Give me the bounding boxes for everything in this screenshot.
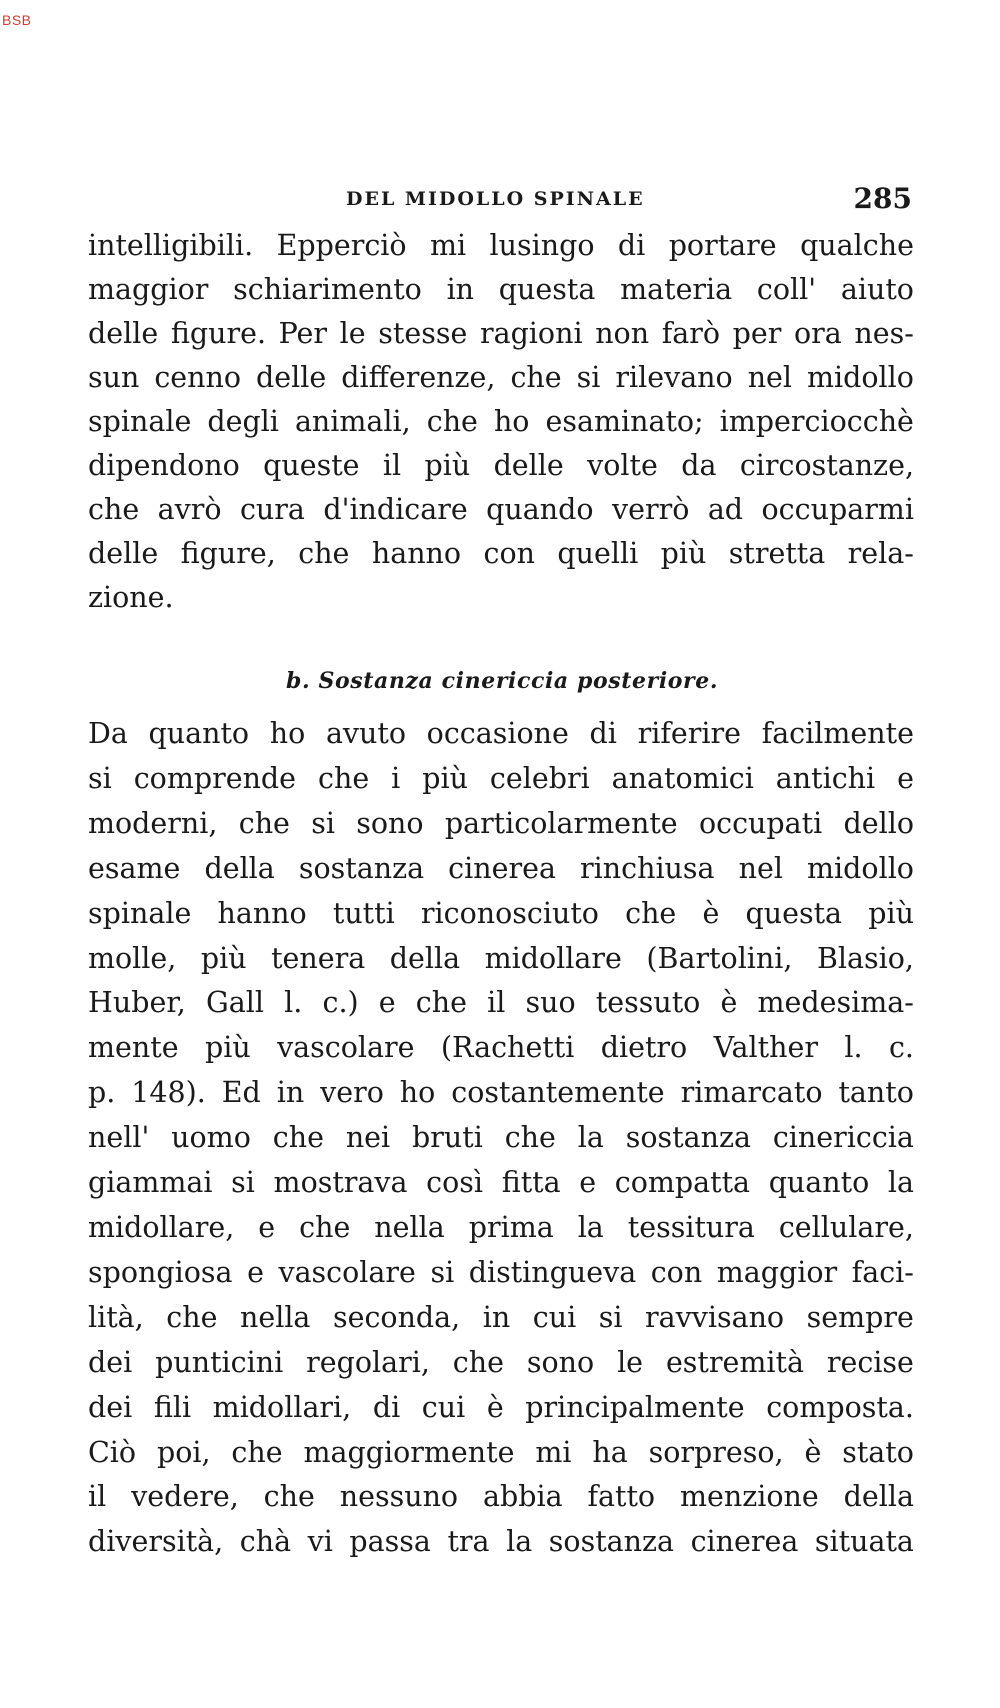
text-line: sun cenno delle differenze, che si rilevano nel midollo <box>88 361 914 394</box>
text-line: spinale degli animali, che ho esaminato; imperciocchè <box>88 405 914 438</box>
text-line: dipendono queste il più delle volte da circostanze, <box>88 449 914 482</box>
text-line: che avrò cura d'indicare quando verrò ad occuparmi <box>88 493 914 526</box>
text-line: maggior schiarimento in questa materia coll' aiuto <box>88 273 914 306</box>
section-heading: b. Sostanza cinericcia posteriore. <box>286 668 719 694</box>
text-line: dei fili midollari, di cui è principalmente composta. <box>88 1390 914 1424</box>
text-line: midollare, e che nella prima la tessitura cellulare, <box>88 1210 914 1244</box>
text-line: si comprende che i più celebri anatomici antichi e <box>88 761 914 795</box>
text-line: Da quanto ho avuto occasione di riferire facilmente <box>88 717 914 750</box>
text-line: delle figure. Per le stesse ragioni non farò per ora nes- <box>88 317 914 350</box>
text-line: il vedere, che nessuno abbia fatto menzione della <box>88 1480 914 1514</box>
text-line: nell' uomo che nei bruti che la sostanza cinericcia <box>88 1121 914 1155</box>
paragraph-intro <box>88 224 914 620</box>
text-line: dei punticini regolari, che sono le estremità recise <box>88 1345 914 1379</box>
library-watermark: BSB <box>2 12 32 28</box>
text-line: spinale hanno tutti riconosciuto che è questa più <box>88 896 914 930</box>
text-line: giammai si mostrava così fitta e compatta quanto la <box>88 1166 914 1200</box>
text-line: lità, che nella seconda, in cui si ravvisano sempre <box>88 1300 914 1334</box>
text-line: intelligibili. Epperciò mi lusingo di portare qualche <box>88 229 914 262</box>
text-line: spongiosa e vascolare si distingueva con maggior faci- <box>88 1255 914 1289</box>
page-header <box>90 182 912 218</box>
text-line: Huber, Gall l. c.) e che il suo tessuto è medesima- <box>88 986 914 1020</box>
text-line: esame della sostanza cinerea rinchiusa nel midollo <box>88 851 914 885</box>
text-line: p. 148). Ed in vero ho costantemente rimarcato tanto <box>88 1076 914 1110</box>
text-line: diversità, chà vi passa tra la sostanza cinerea situata <box>88 1525 914 1559</box>
text-line: Ciò poi, che maggiormente mi ha sorpreso, è stato <box>88 1435 914 1469</box>
running-head: DEL MIDOLLO SPINALE <box>346 188 645 210</box>
text-line: mente più vascolare (Rachetti dietro Valther l. c. <box>88 1031 914 1065</box>
text-line: zione. <box>88 581 174 614</box>
page-number: 285 <box>853 182 912 215</box>
text-line: moderni, che si sono particolarmente occupati dello <box>88 806 914 840</box>
text-line: delle figure, che hanno con quelli più stretta rela- <box>88 537 914 570</box>
text-line: molle, più tenera della midollare (Bartolini, Blasio, <box>88 941 914 975</box>
paragraph-main <box>88 712 914 1565</box>
